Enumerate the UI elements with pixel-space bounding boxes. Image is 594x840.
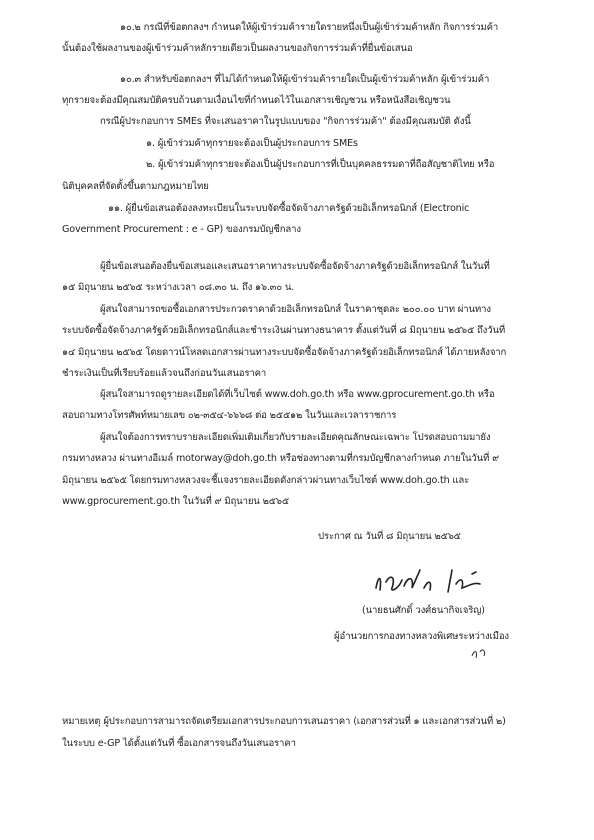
- sme-item-1: ๑. ผู้เข้าร่วมค้าทุกรายจะต้องเป็นผู้ประกอบการ SMEs: [146, 138, 358, 149]
- more-info-line4: www.gprocurement.go.th ในวันที่ ๙ มิถุนายน ๒๕๖๕: [62, 496, 289, 507]
- clause-10-3-line2: ทุกรายจะต้องมีคุณสมบัติครบถ้วนตามเงื่อนไขที่กำหนดไว้ในเอกสารเชิญชวน หรือหนังสือเชิญชวน: [62, 95, 451, 106]
- remark-line1: หมายเหตุ ผู้ประกอบการสามารถจัดเตรียมเอกสารประกอบการเสนอราคา (เอกสารส่วนที่ ๑ และเอกสารส่วนที่ ๒): [62, 716, 506, 727]
- more-info-line2: กรมทางหลวง ผ่านทางอีเมล์ motorway@doh.go.th หรือช่องทางตามที่กรมบัญชีกลางกำหนด ภายในวันที่ ๙: [62, 453, 499, 464]
- purchase-line1: ผู้สนใจสามารถขอซื้อเอกสารประกวดราคาด้วยอิเล็กทรอนิกส์ ในราคาชุดละ ๒๐๐.๐๐ บาท ผ่านทาง: [100, 304, 491, 315]
- initials-mark: [470, 646, 490, 662]
- announce-date: ประกาศ ณ วันที่ ๘ มิถุนายน ๒๕๖๕: [318, 531, 461, 542]
- purchase-line3: ๑๔ มิถุนายน ๒๕๖๕ โดยดาวน์โหลดเอกสารผ่านทางระบบจัดซื้อจัดจ้างภาครัฐด้วยอิเล็กทรอนิกส์ ได้ภายหลังจาก: [62, 347, 507, 358]
- remark-line2: ในระบบ e-GP ได้ตั้งแต่วันที่ ซื้อเอกสารจนถึงวันเสนอราคา: [62, 738, 296, 749]
- info-line1: ผู้สนใจสามารถดูรายละเอียดได้ที่เว็บไซต์ www.doh.go.th หรือ www.gprocurement.go.th หรือ: [100, 389, 495, 400]
- submission-line2: ๑๕ มิถุนายน ๒๕๖๕ ระหว่างเวลา ๐๘.๓๐ น. ถึง ๑๖.๓๐ น.: [62, 282, 295, 293]
- sme-item-2-line1: ๒. ผู้เข้าร่วมค้าทุกรายจะต้องเป็นผู้ประกอบการที่เป็นบุคคลธรรมดาที่ถือสัญชาติไทย หรือ: [146, 159, 495, 170]
- submission-line1: ผู้ยื่นข้อเสนอต้องยื่นข้อเสนอและเสนอราคาทางระบบจัดซื้อจัดจ้างภาครัฐด้วยอิเล็กทรอนิกส์ ในวันที่: [100, 261, 490, 272]
- clause-10-2-line2: นั้นต้องใช้ผลงานของผู้เข้าร่วมค้าหลักรายเดียวเป็นผลงานของกิจการร่วมค้าที่ยื่นข้อเสนอ: [62, 43, 413, 54]
- signature: [368, 562, 498, 602]
- more-info-line1: ผู้สนใจต้องการทราบรายละเอียดเพิ่มเติมเกี่ยวกับรายละเอียดคุณลักษณะเฉพาะ โปรดสอบถามมายัง: [100, 432, 491, 443]
- signer-title: ผู้อำนวยการกองทางหลวงพิเศษระหว่างเมือง: [334, 631, 509, 642]
- clause-11-line1: ๑๑. ผู้ยื่นข้อเสนอต้องลงทะเบียนในระบบจัดซื้อจัดจ้างภาครัฐด้วยอิเล็กทรอนิกส์ (Electronic: [108, 203, 470, 214]
- info-line2: สอบถามทางโทรศัพท์หมายเลข ๐๒-๓๕๔-๖๖๖๘ ต่อ ๒๕๕๑๒ ในวันและเวลาราชการ: [62, 410, 397, 421]
- clause-11-line2: Government Procurement : e - GP) ของกรมบัญชีกลาง: [62, 224, 301, 235]
- signer-name: (นายธนศักดิ์ วงศ์ธนากิจเจริญ): [362, 605, 485, 616]
- clause-10-3-line1: ๑๐.๓ สำหรับข้อตกลงฯ ที่ไม่ได้กำหนดให้ผู้เข้าร่วมค้ารายใดเป็นผู้เข้าร่วมค้าหลัก ผู้เข้าร่วมค้า: [120, 74, 490, 85]
- purchase-line4: ชำระเงินเป็นที่เรียบร้อยแล้วจนถึงก่อนวันเสนอราคา: [62, 368, 267, 379]
- sme-item-2-line2: นิติบุคคลที่จัดตั้งขึ้นตามกฎหมายไทย: [62, 181, 209, 192]
- clause-10-2-line1: ๑๐.๒ กรณีที่ข้อตกลงฯ กำหนดให้ผู้เข้าร่วมค้ารายใดรายหนึ่งเป็นผู้เข้าร่วมค้าหลัก กิจการร่วมค้า: [120, 22, 499, 33]
- more-info-line3: มิถุนายน ๒๕๖๕ โดยกรมทางหลวงจะชี้แจงรายละเอียดดังกล่าวผ่านทางเว็บไซต์ www.doh.go.th และ: [62, 475, 470, 486]
- sme-intro: กรณีผู้ประกอบการ SMEs ที่จะเสนอราคาในรูปแบบของ "กิจการร่วมค้า" ต้องมีคุณสมบัติ ดังนี้: [100, 116, 471, 127]
- purchase-line2: ระบบจัดซื้อจัดจ้างภาครัฐด้วยอิเล็กทรอนิกส์และชำระเงินผ่านทางธนาคาร ตั้งแต่วันที่ ๘ มิถุนายน ๒๕๖๕ ถึงวันที่: [62, 325, 506, 336]
